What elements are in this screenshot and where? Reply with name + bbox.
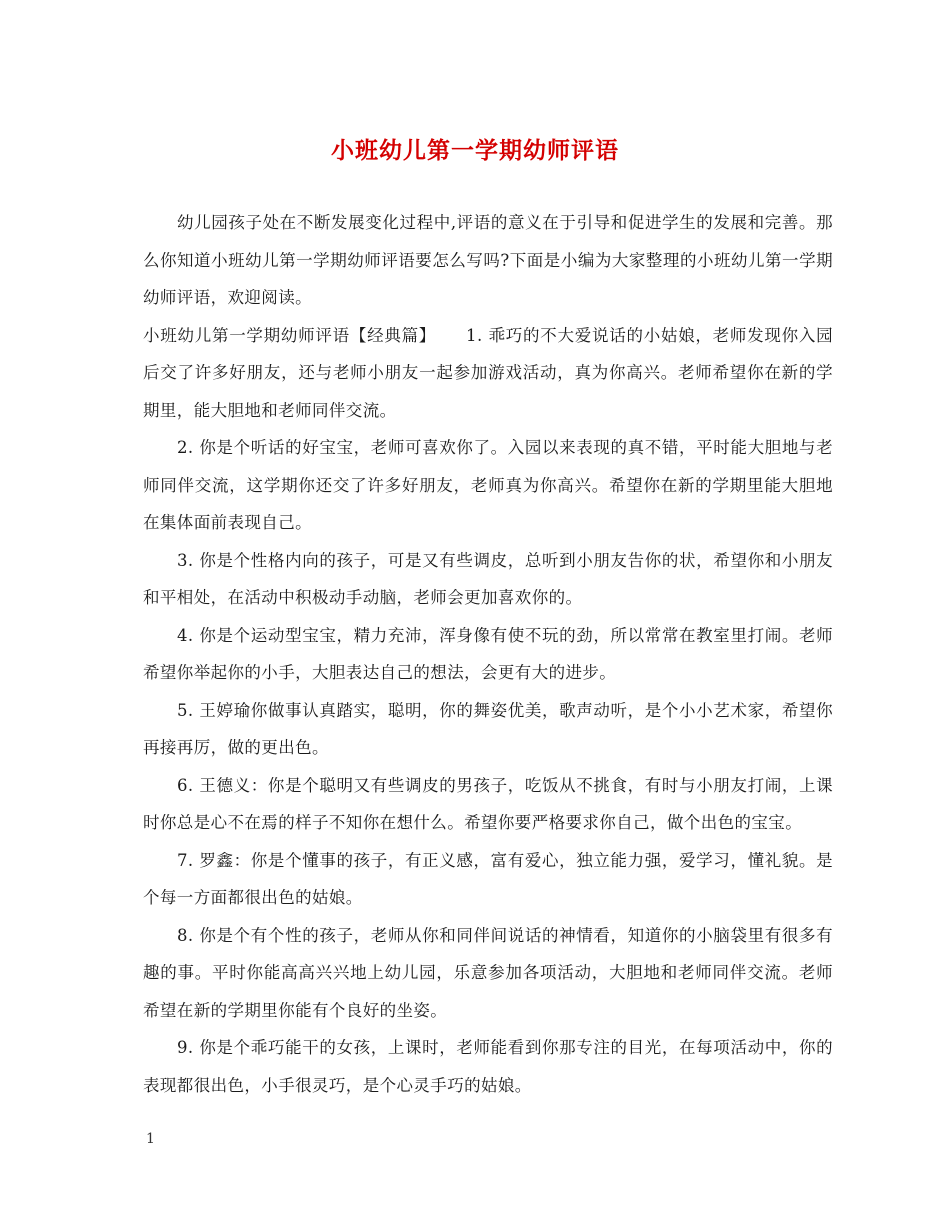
list-item-8: 8. 你是个有个性的孩子，老师从你和同伴间说话的神情看，知道你的小脑袋里有很多有趣的事。平时你能高高兴兴地上幼儿园，乐意参加各项活动，大胆地和老师同伴交流。老师希望在新的学期里你能有个良好的坐姿。 [143,925,833,1020]
list-item-4: 4. 你是个运动型宝宝，精力充沛，浑身像有使不玩的劲，所以常常在教室里打闹。老师希望你举起你的小手，大胆表达自己的想法，会更有大的进步。 [143,625,833,682]
section-first-item-paragraph [143,317,833,430]
section-heading: 小班幼儿第一学期幼师评语【经典篇】 [143,325,437,345]
document-body [143,204,833,1104]
list-item-9: 9. 你是个乖巧能干的女孩，上课时，老师能看到你那专注的目光，在每项活动中，你的表现都很出色，小手很灵巧，是个心灵手巧的姑娘。 [143,1038,833,1095]
list-item-6: 6. 王德义：你是个聪明又有些调皮的男孩子，吃饭从不挑食，有时与小朋友打闹，上课时你总是心不在焉的样子不知你在想什么。希望你要严格要求你自己，做个出色的宝宝。 [143,775,833,832]
list-item-5: 5. 王婷瑜你做事认真踏实，聪明，你的舞姿优美，歌声动听，是个小小艺术家，希望你再接再厉，做的更出色。 [143,700,833,757]
list-item-3: 3. 你是个性格内向的孩子，可是又有些调皮，总听到小朋友告你的状，希望你和小朋友和平相处，在活动中积极动手动脑，老师会更加喜欢你的。 [143,550,833,607]
list-item-2: 2. 你是个听话的好宝宝，老师可喜欢你了。入园以来表现的真不错，平时能大胆地与老师同伴交流，这学期你还交了许多好朋友，老师真为你高兴。希望你在新的学期里能大胆地在集体面前表现自己。 [143,438,833,532]
page-title: 小班幼儿第一学期幼师评语 [331,137,619,164]
page-number: 1 [146,1131,155,1147]
intro-paragraph: 幼儿园孩子处在不断发展变化过程中,评语的意义在于引导和促进学生的发展和完善。那么你知道小班幼儿第一学期幼师评语要怎么写吗?下面是小编为大家整理的小班幼儿第一学期幼师评语，欢迎阅读。 [143,213,833,307]
list-item-7: 7. 罗鑫：你是个懂事的孩子，有正义感，富有爱心，独立能力强，爱学习，懂礼貌。是个每一方面都很出色的姑娘。 [143,850,833,907]
list-item-1: 1. 乖巧的不大爱说话的小姑娘，老师发现你入园后交了许多好朋友，还与老师小朋友一起参加游戏活动，真为你高兴。老师希望你在新的学期里，能大胆地和老师同伴交流。 [143,325,833,420]
